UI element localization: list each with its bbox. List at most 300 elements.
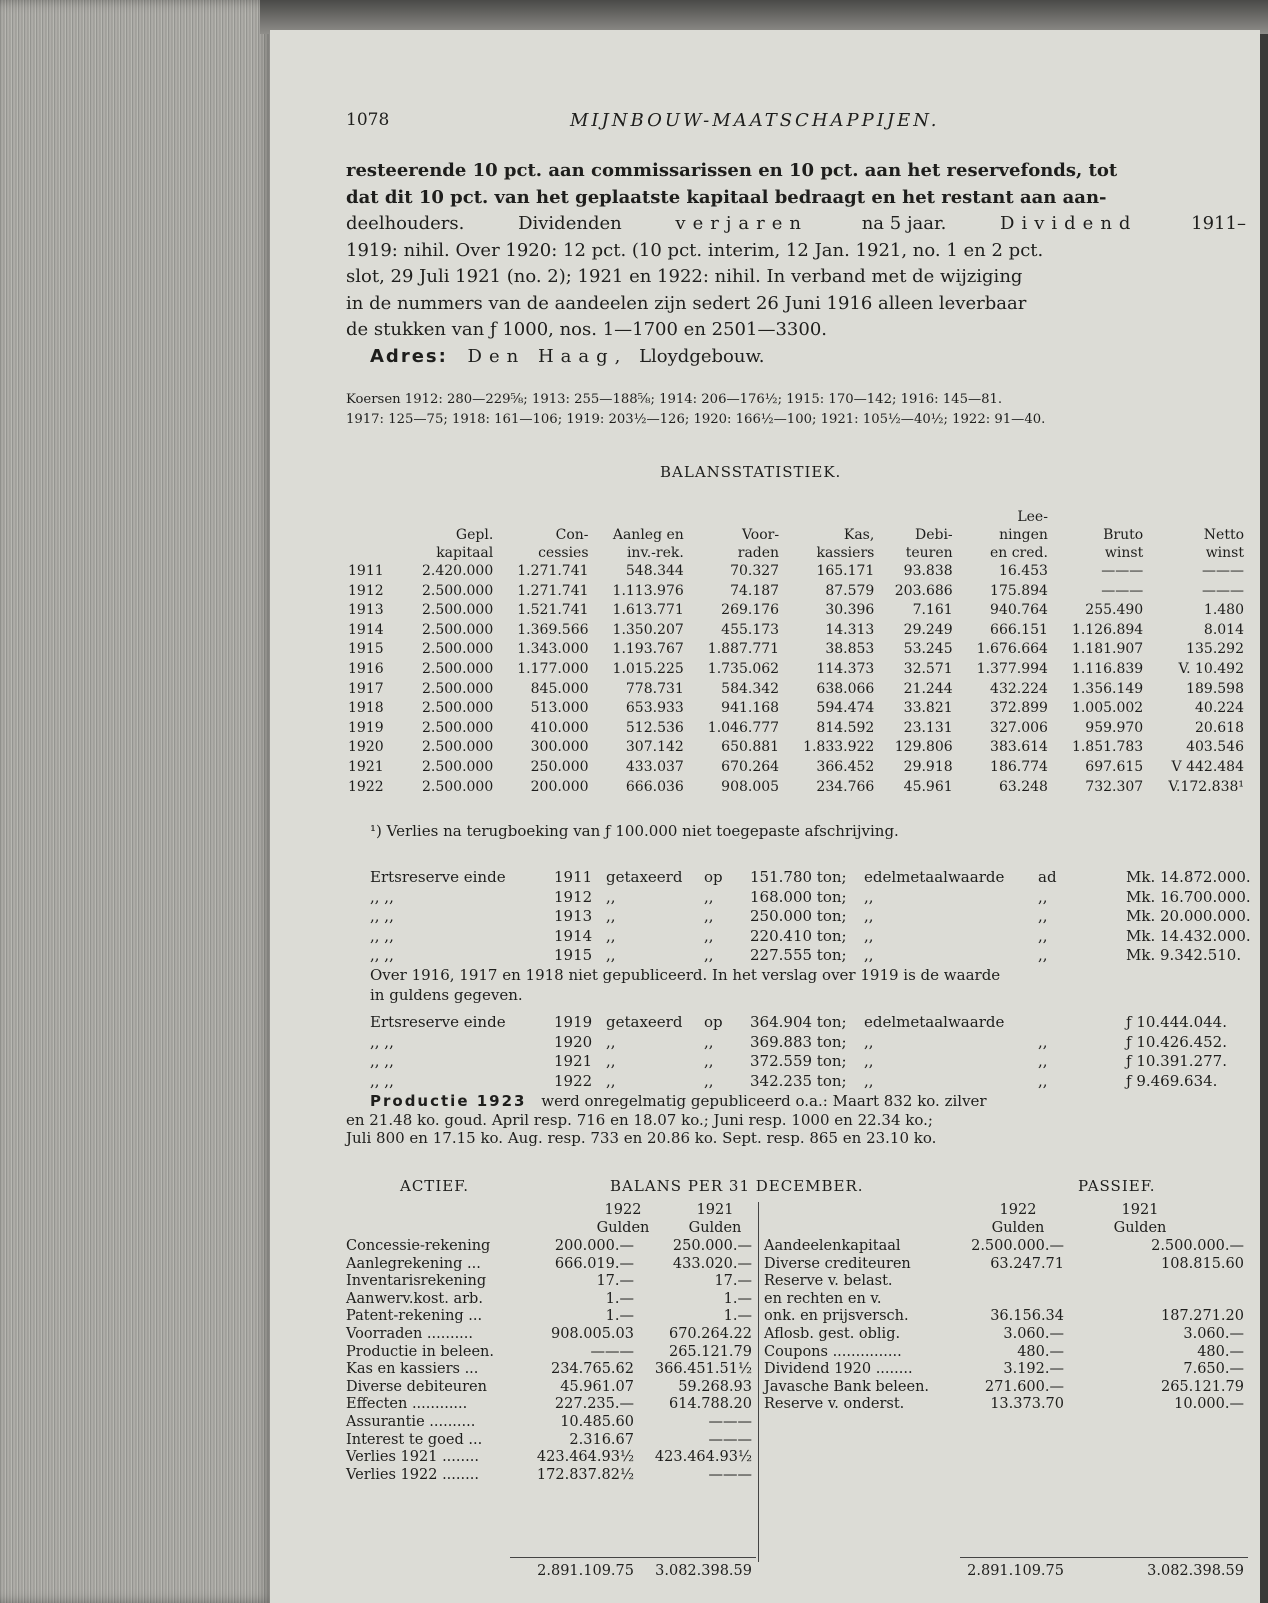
running-title: MIJNBOUW-MAATSCHAPPIJEN. (570, 110, 940, 131)
stat-year: 1918 (348, 700, 384, 717)
passief-row (764, 1344, 1248, 1362)
actief-item-label: Voorraden .......... (346, 1325, 474, 1342)
stat-cell: 74.187 (730, 582, 780, 599)
stat-cell: 70.327 (730, 563, 780, 579)
ertsreserve-e: ,, (1038, 887, 1048, 906)
ertsreserve-c: ,, (704, 1071, 714, 1090)
actief-item-label: Productie in beleen. (346, 1343, 495, 1360)
passief-year-2: 1921 (1121, 1202, 1159, 1218)
stat-header-cell: Lee- (1017, 509, 1048, 525)
intro-l3b: Dividenden (518, 213, 622, 234)
ertsreserve-e: ,, (1038, 946, 1048, 965)
actief-value-1921: 265.121.79 (668, 1343, 752, 1360)
passief-value-1922: 36.156.34 (990, 1308, 1064, 1325)
actief-row (346, 1344, 756, 1362)
stat-cell: 1.181.907 (1071, 641, 1144, 658)
actief-list (346, 1238, 756, 1484)
stat-cell: 2.500.000 (422, 758, 494, 775)
ertsreserve-t: 250.000 ton; (750, 907, 847, 926)
stat-header-cell: Debi- (914, 527, 953, 543)
actief-value-1922: 234.765.62 (550, 1361, 634, 1378)
actief-row (346, 1449, 756, 1467)
stat-cell: 135.292 (1186, 641, 1244, 658)
stat-cell: 432.224 (990, 680, 1048, 697)
stat-cell: 186.774 (990, 758, 1048, 775)
ertsreserve-c: ,, (704, 946, 714, 965)
stat-header-cell: raden (737, 545, 780, 561)
actief-value-1922: 908.005.03 (550, 1325, 634, 1342)
stat-cell: 203.686 (894, 582, 953, 599)
actief-year-1: 1922 (604, 1202, 642, 1218)
ertsreserve-d: edelmetaalwaarde (864, 868, 1005, 886)
stat-row (346, 699, 1246, 719)
actief-year-2: 1921 (696, 1202, 734, 1218)
actief-row (346, 1361, 756, 1379)
actief-item-label: Interest te goed ... (346, 1431, 483, 1448)
ertsreserve-m: Mk. 14.432.000. (1126, 926, 1251, 945)
stat-cell: 403.546 (1186, 739, 1244, 756)
passief-value-1921: 187.271.20 (1160, 1308, 1244, 1325)
stat-cell: 87.579 (825, 582, 875, 599)
ertsreserve-d: ,, (864, 946, 874, 965)
actief-total-1921: 3.082.398.59 (655, 1563, 752, 1579)
actief-row (346, 1308, 756, 1326)
stat-cell: 1.613.771 (612, 602, 684, 619)
stat-cell: 1.271.741 (517, 563, 589, 579)
stat-cell: 959.970 (1085, 719, 1144, 736)
stat-cell: 38.853 (825, 641, 875, 658)
intro-line-2: dat dit 10 pct. van het geplaatste kapitaal bedraagt en het restant aan aan- (346, 186, 1107, 208)
intro-l3f: 1911– (1191, 213, 1246, 234)
stat-year: 1916 (348, 660, 384, 677)
stat-cell: 45.961 (903, 778, 953, 795)
ertsreserve-row (370, 1072, 1246, 1092)
ertsreserve-y: 1919 (554, 1013, 593, 1031)
ertsreserve-row (370, 946, 1246, 966)
actief-value-1922: 1.— (605, 1290, 634, 1307)
stat-cell: 93.838 (903, 563, 953, 579)
ertsreserve-t: 364.904 ton; (750, 1013, 847, 1031)
actief-value-1921: 433.020.— (672, 1255, 752, 1272)
ertsreserve-b: ,, (606, 1052, 616, 1071)
stat-cell: ——— (1202, 582, 1244, 599)
stat-cell: 845.000 (530, 680, 589, 697)
ertsreserve-a: ,, ,, (370, 1071, 394, 1090)
stat-header-cell: cessies (538, 545, 589, 561)
passief-row (764, 1291, 1248, 1309)
actief-value-1922: 17.— (596, 1273, 634, 1290)
ertsnote-line-2: in guldens gegeven. (370, 985, 523, 1004)
stat-cell: 2.420.000 (422, 563, 494, 579)
ertsreserve-m: ƒ 10.391.277. (1126, 1052, 1227, 1071)
stat-cell: 1.676.664 (976, 641, 1048, 658)
stat-year: 1920 (348, 739, 384, 756)
stat-cell: 14.313 (825, 621, 875, 638)
ertsreserve-a: Ertsreserve einde (370, 1013, 506, 1031)
ertsreserve-a: ,, ,, (370, 946, 394, 965)
productie-line-1 (346, 1092, 1246, 1111)
stat-cell: 410.000 (530, 719, 589, 736)
actief-row (346, 1273, 756, 1291)
stat-cell: 1.887.771 (707, 641, 780, 658)
actief-value-1922: 45.961.07 (560, 1378, 634, 1395)
passief-item-label: Reserve v. belast. (764, 1273, 893, 1290)
stat-cell: V. 10.492 (1178, 660, 1244, 677)
stat-header-cell: Kas, (843, 527, 875, 543)
passief-row (764, 1326, 1248, 1344)
stat-row (346, 719, 1246, 739)
stat-cell: 653.933 (625, 700, 684, 717)
intro-l3d: na 5 jaar. (861, 213, 947, 234)
stat-cell: 2.500.000 (422, 739, 494, 756)
passief-item-label: Diverse crediteuren (764, 1255, 911, 1272)
stat-header-cell: Aanleg en (612, 527, 684, 543)
actief-value-1921: 423.464.93½ (654, 1449, 752, 1466)
actief-total-1922: 2.891.109.75 (537, 1563, 634, 1579)
ertsreserve-y: 1911 (554, 868, 593, 886)
stat-cell: 2.500.000 (422, 680, 494, 697)
stat-cell: 941.168 (721, 700, 780, 717)
passief-row (764, 1256, 1248, 1274)
stat-cell: 114.373 (816, 660, 875, 677)
stat-cell: 513.000 (530, 700, 589, 717)
stat-cell: ——— (1101, 582, 1144, 599)
stat-cell: 269.176 (721, 602, 780, 619)
stat-header-cell: ningen (999, 527, 1048, 543)
ertsreserve-d: ,, (864, 1052, 874, 1071)
actief-item-label: Aanwerv.kost. arb. (346, 1290, 483, 1307)
stat-header-cell (346, 526, 400, 544)
passief-value-1921: 480.— (1197, 1343, 1244, 1360)
stat-row (346, 680, 1246, 700)
stat-header-cell: winst (1104, 545, 1144, 561)
ertsreserve-c: op (704, 1013, 723, 1031)
adres-label: Adres: (370, 345, 448, 367)
ertsreserve-c: ,, (704, 926, 714, 945)
ertsreserve-e: ,, (1038, 1071, 1048, 1090)
ertsreserve-m: ƒ 10.444.044. (1126, 1013, 1227, 1031)
ertsreserve-d: ,, (864, 1071, 874, 1090)
passief-row (764, 1361, 1248, 1379)
stat-cell: 234.766 (816, 778, 875, 795)
stat-cell: 327.006 (990, 719, 1048, 736)
ertsreserve-a: ,, ,, (370, 887, 394, 906)
koersen-line-2: 1917: 125—75; 1918: 161—106; 1919: 203½—126; 1920: 166½—100; 1921: 105½—40½; 1922: 91—40. (346, 412, 1046, 427)
stat-header-cell: kassiers (816, 545, 875, 561)
ertsreserve-b: ,, (606, 946, 616, 965)
stat-header-cell: teuren (905, 545, 953, 561)
stat-header-cell: Netto (1203, 527, 1244, 543)
ertsreserve-c: ,, (704, 1052, 714, 1071)
stat-cell: 383.614 (990, 739, 1048, 756)
stat-cell: 670.264 (721, 758, 780, 775)
stat-cell: 1.116.839 (1071, 660, 1144, 677)
stat-cell: 778.731 (625, 680, 684, 697)
ertsreserve-y: 1921 (554, 1052, 593, 1071)
stat-cell: ——— (1202, 563, 1244, 579)
stat-header-cell: Con- (555, 527, 589, 543)
ertsreserve-a: ,, ,, (370, 926, 394, 945)
stat-header-cell (1050, 508, 1145, 526)
stat-cell: 366.452 (816, 758, 875, 775)
intro-line-7: de stukken van ƒ 1000, nos. 1—1700 en 2501—3300. (346, 319, 827, 340)
passief-value-1921: 265.121.79 (1160, 1378, 1244, 1395)
page-number: 1078 (346, 110, 390, 130)
stat-cell: 433.037 (625, 758, 684, 775)
passief-row (764, 1273, 1248, 1291)
passief-value-1921: 3.060.— (1183, 1325, 1244, 1342)
actief-item-label: Verlies 1921 ........ (346, 1449, 479, 1466)
ertsreserve-y: 1913 (554, 907, 593, 926)
passief-list (764, 1238, 1248, 1414)
productie-label: Productie 1923 (370, 1092, 527, 1110)
ertsreserve-b: ,, (606, 1071, 616, 1090)
passief-totals (764, 1563, 1248, 1581)
passief-unit-1: Gulden (991, 1219, 1045, 1236)
actief-value-1921: 366.451.51½ (654, 1361, 752, 1378)
document-page (270, 30, 1260, 1603)
stat-cell: 2.500.000 (422, 621, 494, 638)
actief-item-label: Effecten ............ (346, 1396, 468, 1413)
passief-row (764, 1379, 1248, 1397)
actief-value-1922: 200.000.— (554, 1238, 634, 1254)
stat-cell: 1.343.000 (517, 641, 589, 658)
actief-item-label: Diverse debiteuren (346, 1378, 487, 1395)
stat-cell: 165.171 (816, 563, 875, 579)
balansstatistiek-footnote: ¹) Verlies na terugboeking van ƒ 100.000 niet toegepaste afschrijving. (370, 822, 899, 840)
ertsreserve-a: ,, ,, (370, 1052, 394, 1071)
actief-value-1921: ——— (708, 1466, 752, 1483)
actief-item-label: Concessie-rekening (346, 1238, 491, 1254)
passief-year-1: 1922 (999, 1202, 1037, 1218)
stat-header-cell: kapitaal (436, 545, 494, 561)
passief-row (764, 1396, 1248, 1414)
ertsreserve-e: ,, (1038, 1052, 1048, 1071)
stat-cell: 40.224 (1195, 700, 1244, 717)
actief-value-1921: 17.— (714, 1273, 752, 1290)
ertsreserve-m: Mk. 16.700.000. (1126, 887, 1251, 906)
ertsreserve-row (370, 887, 1251, 908)
stat-cell: 8.014 (1203, 621, 1244, 638)
productie-line-3: Juli 800 en 17.15 ko. Aug. resp. 733 en 20.86 ko. Sept. resp. 865 en 23.10 ko. (346, 1129, 937, 1147)
ertsreserve-a: Ertsreserve einde (370, 868, 506, 886)
passief-item-label: en rechten en v. (764, 1290, 882, 1307)
passief-value-1921: 2.500.000.— (1151, 1238, 1244, 1254)
ertsreserve-t: 372.559 ton; (750, 1052, 847, 1071)
passief-item-label: Javasche Bank beleen. (764, 1378, 930, 1395)
stat-cell: 372.899 (990, 700, 1048, 717)
passief-item-label: Dividend 1920 ........ (764, 1361, 913, 1378)
stat-header-cell (346, 508, 400, 526)
ertsreserve-b: ,, (606, 926, 616, 945)
stat-cell: 23.131 (903, 719, 953, 736)
stat-cell: 53.245 (903, 641, 953, 658)
actief-value-1921: 670.264.22 (668, 1325, 752, 1342)
stat-cell: 666.036 (625, 778, 684, 795)
koersen-line-1: Koersen 1912: 280—229⅝; 1913: 255—188⅝; 1914: 206—176½; 1915: 170—142; 1916: 145—81. (346, 392, 1003, 407)
ertsreserve-c: ,, (704, 887, 714, 906)
ertsreserve-m: ƒ 10.426.452. (1126, 1032, 1227, 1051)
ertsreserve-b: getaxeerd (606, 868, 683, 886)
stat-year: 1921 (348, 758, 384, 775)
stat-cell: 1.369.566 (517, 621, 589, 638)
stat-header-cell: winst (1205, 545, 1244, 561)
actief-value-1922: 1.— (605, 1308, 634, 1325)
ertsreserve-c: ,, (704, 1032, 714, 1051)
stat-cell: 1.851.783 (1071, 739, 1144, 756)
ertsreserve-e: ,, (1038, 1032, 1048, 1051)
actief-value-1922: ——— (590, 1343, 634, 1360)
balans-divider (758, 1202, 759, 1562)
stat-cell: ——— (1101, 563, 1144, 579)
ertsreserve-e: ,, (1038, 907, 1048, 926)
stat-cell: 29.249 (903, 621, 953, 638)
stat-row (346, 601, 1246, 621)
stat-header-row (346, 526, 1246, 544)
adres-line (370, 344, 970, 371)
passief-unit-2: Gulden (1113, 1219, 1167, 1236)
stat-year: 1913 (348, 602, 384, 619)
ertsreserve-d: ,, (864, 1032, 874, 1051)
passief-value-1921: 108.815.60 (1160, 1255, 1244, 1272)
stat-header-cell (495, 508, 590, 526)
ertsreserve-block-2 (370, 1013, 1246, 1091)
stat-cell: 255.490 (1085, 602, 1144, 619)
passief-item-label: Aandeelenkapitaal (764, 1238, 901, 1254)
ertsreserve-t: 369.883 ton; (750, 1032, 847, 1051)
actief-value-1922: 2.316.67 (569, 1431, 634, 1448)
adres-value: Lloydgebouw. (639, 345, 765, 367)
actief-row (346, 1256, 756, 1274)
passief-item-label: Coupons ............... (764, 1343, 902, 1360)
ertsreserve-d: ,, (864, 887, 874, 906)
stat-cell: 63.248 (998, 778, 1048, 795)
stat-cell: 697.615 (1085, 758, 1144, 775)
passief-row (764, 1308, 1248, 1326)
stat-header-cell: Bruto (1103, 527, 1144, 543)
actief-row (346, 1432, 756, 1450)
stat-header-cell (686, 508, 781, 526)
stat-cell: 1.113.976 (612, 582, 684, 599)
stat-row (346, 778, 1246, 798)
stat-header-cell: Voor- (741, 527, 780, 543)
stat-header-cell (400, 508, 495, 526)
stat-cell: 584.342 (721, 680, 780, 697)
actief-value-1921: ——— (708, 1413, 752, 1430)
actief-item-label: Verlies 1922 ........ (346, 1466, 479, 1483)
ertsreserve-row (370, 1013, 1246, 1033)
stat-header-cell (1145, 508, 1246, 526)
stat-row (346, 621, 1246, 641)
actief-row (346, 1291, 756, 1309)
ertsreserve-row (370, 1033, 1246, 1053)
productie-text-1: werd onregelmatig gepubliceerd o.a.: Maart 832 ko. zilver (541, 1092, 987, 1110)
balansstatistiek-title: BALANSSTATISTIEK. (660, 463, 842, 481)
ertsreserve-t: 227.555 ton; (750, 946, 847, 965)
passief-value-1922: 2.500.000.— (971, 1238, 1064, 1254)
stat-cell: 732.307 (1085, 778, 1144, 795)
intro-l3e: Dividend (1000, 213, 1138, 234)
stat-cell: 250.000 (530, 758, 589, 775)
ertsreserve-e: ,, (1038, 926, 1048, 945)
stat-row (346, 758, 1246, 778)
stat-cell: 2.500.000 (422, 582, 494, 599)
stat-row (346, 582, 1246, 602)
actief-item-label: Inventarisrekening (346, 1273, 487, 1290)
actief-value-1921: 250.000.— (672, 1238, 752, 1254)
actief-column-heads (570, 1202, 750, 1242)
stat-header-cell: inv.-rek. (626, 545, 684, 561)
passief-item-label: Reserve v. onderst. (764, 1396, 905, 1413)
stat-cell: V.172.838¹ (1168, 778, 1244, 795)
stat-cell: 129.806 (894, 739, 953, 756)
ertsreserve-row (370, 1052, 1246, 1072)
passief-total-1921: 3.082.398.59 (1147, 1563, 1244, 1579)
ertsreserve-t: 220.410 ton; (750, 926, 847, 945)
stat-cell: 307.142 (625, 739, 684, 756)
stat-cell: 1.005.002 (1071, 700, 1144, 717)
passief-total-rule (960, 1557, 1248, 1558)
stat-cell: 638.066 (816, 680, 875, 697)
stat-cell: 33.821 (903, 700, 953, 717)
intro-line-4: 1919: nihil. Over 1920: 12 pct. (10 pct. interim, 12 Jan. 1921, no. 1 en 2 pct. (346, 239, 1044, 261)
stat-cell: 300.000 (530, 739, 589, 756)
ertsreserve-c: ,, (704, 907, 714, 926)
stat-header-cell: en cred. (989, 545, 1048, 561)
actief-item-label: Aanlegrekening ... (346, 1255, 481, 1272)
actief-label: ACTIEF. (400, 1177, 470, 1195)
ertsreserve-y: 1914 (554, 926, 593, 945)
actief-value-1922: 666.019.— (554, 1255, 634, 1272)
stat-year: 1922 (348, 778, 384, 795)
intro-line-6: in de nummers van de aandeelen zijn sedert 26 Juni 1916 alleen leverbaar (346, 292, 1027, 314)
ertsreserve-m: Mk. 14.872.000. (1126, 868, 1251, 886)
stat-row (346, 562, 1246, 582)
actief-total-rule (510, 1557, 756, 1558)
passief-value-1922: 3.192.— (1003, 1361, 1064, 1378)
stat-cell: 7.161 (912, 602, 953, 619)
actief-unit-2: Gulden (688, 1219, 742, 1236)
stat-header-cell (591, 508, 686, 526)
stat-cell: 2.500.000 (422, 641, 494, 658)
ertsreserve-m: ƒ 9.469.634. (1126, 1071, 1218, 1090)
ertsreserve-row (370, 868, 1251, 888)
ertsreserve-a: ,, ,, (370, 1032, 394, 1051)
stat-cell: 1.271.741 (517, 582, 589, 599)
intro-line-5: slot, 29 Juli 1921 (no. 2); 1921 en 1922: nihil. In verband met de wijziging (346, 266, 1023, 287)
ertsreserve-c: op (704, 868, 723, 886)
ertsreserve-y: 1920 (554, 1032, 593, 1051)
stat-cell: 200.000 (530, 778, 589, 795)
stat-cell: 1.177.000 (517, 660, 589, 677)
stat-year: 1917 (348, 680, 384, 697)
intro-line-3 (346, 211, 1246, 238)
scan-top-shadow (260, 0, 1268, 34)
ertsreserve-m: Mk. 9.342.510. (1126, 946, 1242, 965)
actief-value-1922: 227.235.— (554, 1396, 634, 1413)
stat-cell: 1.350.207 (612, 621, 684, 638)
stat-header-cell (346, 544, 400, 562)
stat-cell: 814.592 (816, 719, 875, 736)
actief-row (346, 1414, 756, 1432)
book-page-edges (0, 0, 275, 1603)
stat-row (346, 640, 1246, 660)
actief-row (346, 1467, 756, 1485)
stat-cell: 16.453 (998, 563, 1048, 579)
ertsreserve-d: ,, (864, 926, 874, 945)
actief-value-1922: 172.837.82½ (536, 1466, 634, 1483)
actief-item-label: Patent-rekening ... (346, 1308, 483, 1325)
